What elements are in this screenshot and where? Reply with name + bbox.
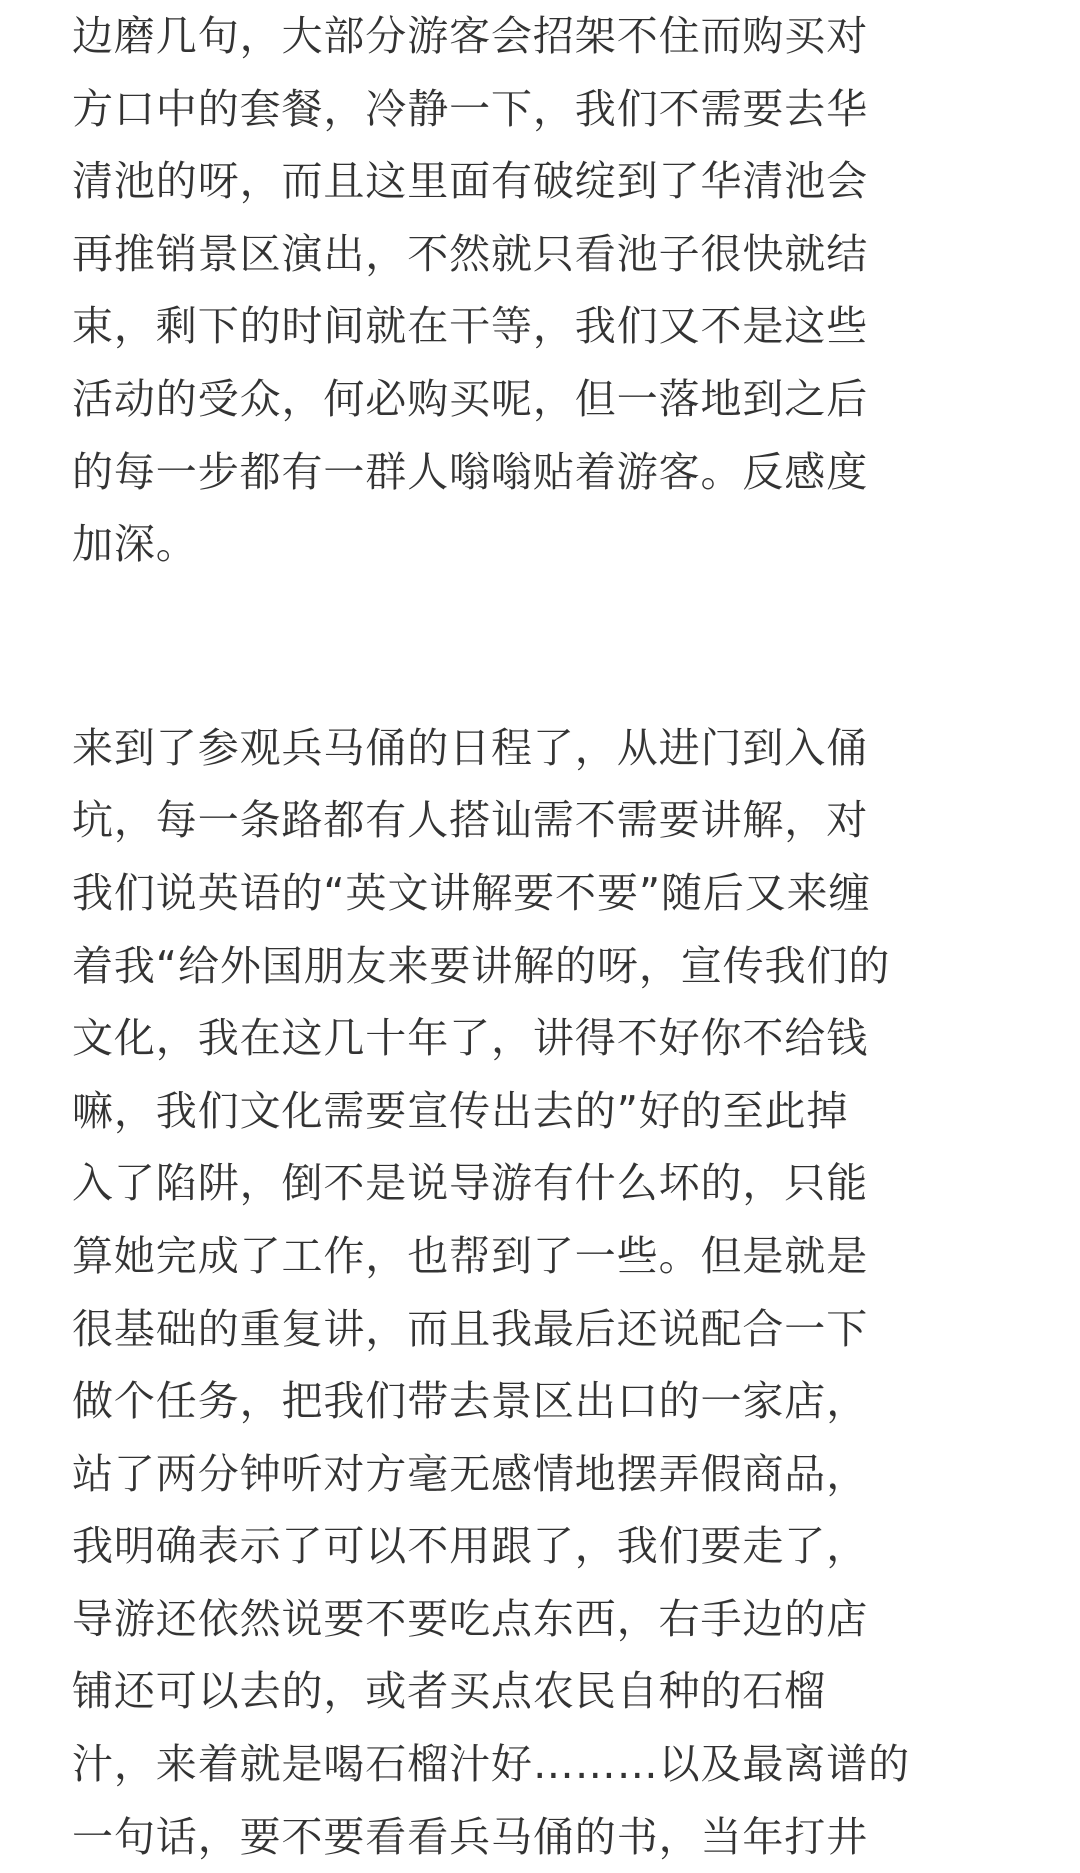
text-line: 方口中的套餐，冷静一下，我们不需要去华 [72, 84, 869, 133]
text-line: 的每一步都有一群人嗡嗡贴着游客。反感度 [72, 447, 869, 496]
text-line: 文化，我在这几十年了，讲得不好你不给钱 [72, 1014, 869, 1063]
text-line: 活动的受众，何必购买呢，但一落地到之后 [72, 374, 869, 423]
text-line: 坑，每一条路都有人搭讪需不需要讲解，对 [72, 796, 869, 845]
text-line: 再推销景区演出，不然就只看池子很快就结 [72, 229, 869, 278]
text-line: 一句话，要不要看看兵马俑的书，当年打井 [72, 1812, 869, 1861]
text-line: 我们说英语的“英文讲解要不要”随后又来缠 [72, 868, 871, 917]
text-line: 加深。 [72, 520, 198, 569]
text-line: 导游还依然说要不要吃点东西，右手边的店 [72, 1594, 869, 1643]
article-body [72, 0, 1008, 1861]
text-line: 着我“给外国朋友来要讲解的呀，宣传我们的 [72, 941, 891, 990]
paragraph-terracotta-warriors [72, 712, 1008, 1873]
text-line: 来到了参观兵马俑的日程了，从进门到入俑 [72, 723, 869, 772]
text-line: 清池的呀，而且这里面有破绽到了华清池会 [72, 157, 869, 206]
text-line: 我明确表示了可以不用跟了，我们要走了， [72, 1522, 869, 1571]
text-line: 站了两分钟听对方毫无感情地摆弄假商品， [72, 1449, 869, 1498]
text-line: 嘛，我们文化需要宣传出去的”好的至此掉 [72, 1086, 849, 1135]
text-line: 很基础的重复讲，而且我最后还说配合一下 [72, 1304, 869, 1353]
paragraph-spacer [72, 581, 1008, 712]
text-line: 边磨几句，大部分游客会招架不住而购买对 [72, 12, 869, 60]
text-line: 束，剩下的时间就在干等，我们又不是这些 [72, 302, 869, 351]
text-line: 汁，来着就是喝石榴汁好………以及最离谱的 [72, 1740, 910, 1789]
text-line: 算她完成了工作，也帮到了一些。但是就是 [72, 1231, 869, 1280]
text-line: 做个任务，把我们带去景区出口的一家店， [72, 1377, 869, 1426]
text-line: 入了陷阱，倒不是说导游有什么坏的，只能 [72, 1159, 869, 1208]
paragraph-huaqing-pool [72, 0, 1008, 581]
text-line: 铺还可以去的，或者买点农民自种的石榴 [72, 1667, 827, 1716]
